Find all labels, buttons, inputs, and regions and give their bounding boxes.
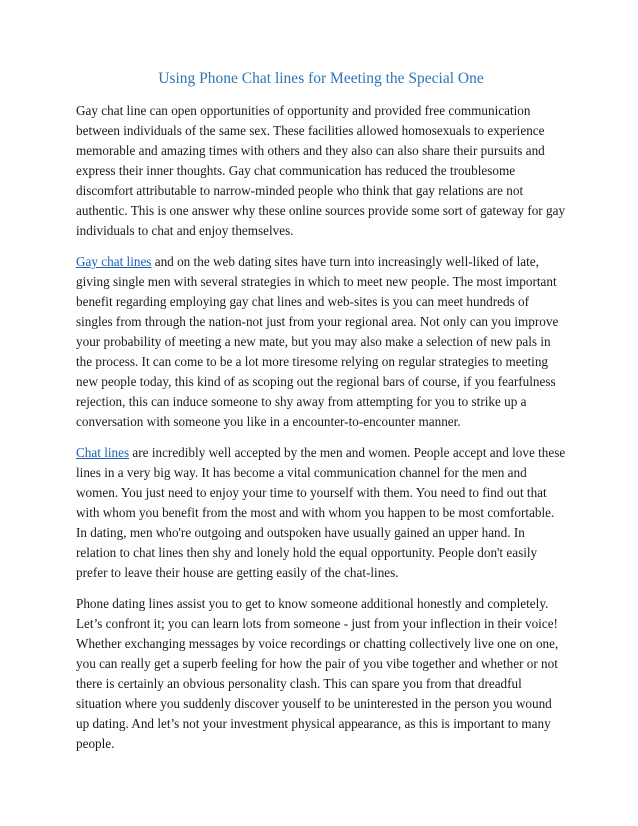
document-page — [76, 70, 566, 765]
paragraph-text: Gay chat line can open opportunities of opportunity and provided free communication between individuals of the same sex. These facilities allowed homosexuals to experience memorable and amazing times with others and they also can also share their pursuits and express their inner thoughts. Gay chat communication has reduced the troublesome discomfort attributable to narrow-minded people who think that gay relations are not authentic. This is one answer why these online sources provide some sort of gateway for gay individuals to chat and enjoy themselves. — [76, 103, 566, 238]
chat-lines-link[interactable]: Chat lines — [76, 445, 130, 460]
document-title: Using Phone Chat lines for Meeting the Special One — [158, 70, 484, 87]
paragraph-chat-lines — [76, 443, 566, 583]
paragraph-text: and on the web dating sites have turn into increasingly well-liked of late, giving single men with several strategies in which to meet new people. The most important benefit regarding employing gay chat lines and web-sites is you can meet hundreds of singles from through the nation-not just from your regional area. Not only can you improve your probability of meeting a new mate, but you may also make a selection of new pals in the process. It can come to be a lot more tiresome relying on regular strategies to meeting new people today, this kind of as scoping out the regional bars of course, if you fearfulness rejection, this can induce someone to shy away from attempting for you to strike up a conversation with someone you like in a encounter-to-encounter manner. — [76, 254, 559, 429]
gay-chat-lines-link[interactable]: Gay chat lines — [76, 254, 152, 269]
paragraph-gay-chat-lines — [76, 252, 566, 432]
paragraph-phone-dating — [76, 594, 566, 754]
paragraph-intro — [76, 101, 566, 241]
paragraph-text: are incredibly well accepted by the men and women. People accept and love these lines in a very big way. It has become a vital communication channel for the men and women. You just need to enjoy your time to yourself with them. You need to find out that with whom you benefit from the most and with whom you happen to be most comfortable. In dating, men who're outgoing and outspoken have usually gained an upper hand. In relation to chat lines then shy and lonely hold the equal opportunity. People don't easily prefer to leave their house are getting easily of the chat-lines. — [76, 445, 566, 580]
paragraph-text: Phone dating lines assist you to get to know someone additional honestly and completely. Let’s confront it; you can learn lots from someone - just from your inflection in their voice! Whether exchanging messages by voice recordings or chatting collectively live one on one, you can really get a superb feeling for how the pair of you vibe together and whether or not there is certainly an obvious personality clash. This can spare you from that dreadful situation where you suddenly discover youself to be uninterested in the person you wound up dating. And let’s not your investment physical appearance, as this is important to many people. — [76, 596, 559, 751]
